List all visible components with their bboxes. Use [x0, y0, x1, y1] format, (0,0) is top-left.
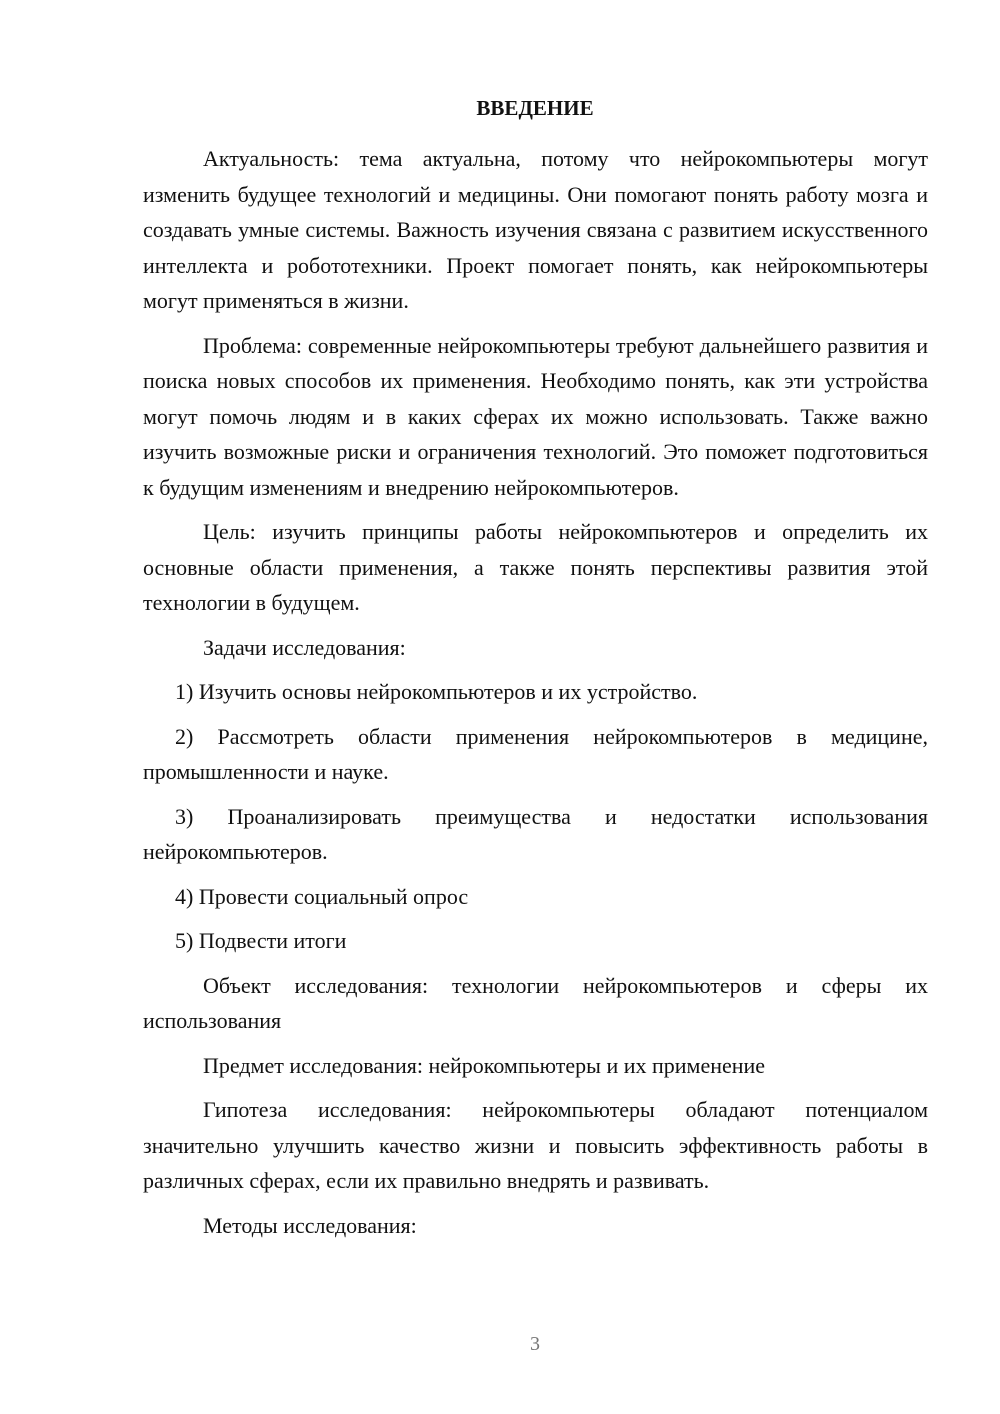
methods-paragraph: Методы исследования: [203, 1212, 417, 1238]
relevance-paragraph: Актуальность: тема актуальна, потому что нейрокомпьютеры могут изменить будущее технологий и медицины. Они помогают понять работу мозга и создавать умные системы. Важность изучения связана с развитием искусственного интеллекта и робототехники. Проект помогает понять, как нейрокомпьютеры могут применяться в жизни. [143, 146, 928, 313]
task-item-5: 5) Подвести итоги [175, 928, 347, 953]
object-paragraph: Объект исследования: технологии нейрокомпьютеров и сферы их использования [143, 972, 928, 1033]
tasks-heading: Задачи исследования: [203, 634, 406, 660]
problem-paragraph: Проблема: современные нейрокомпьютеры требуют дальнейшего развития и поиска новых способов их применения. Необходимо понять, как эти устройства могут помочь людям и в каких сферах их можно использовать. Также важно изучить возможные риски и ограничения технологий. Это поможет подготовиться к будущим изменениям и внедрению нейрокомпьютеров. [143, 332, 928, 500]
subject-paragraph: Предмет исследования: нейрокомпьютеры и их применение [203, 1052, 766, 1078]
task-item-3: 3) Проанализировать преимущества и недостатки использования нейрокомпьютеров. [143, 803, 928, 864]
task-item-2: 2) Рассмотреть области применения нейрокомпьютеров в медицине, промышленности и науке. [143, 723, 928, 784]
task-item-1: 1) Изучить основы нейрокомпьютеров и их устройство. [175, 679, 698, 704]
page-number: 3 [530, 1333, 540, 1355]
goal-paragraph: Цель: изучить принципы работы нейрокомпьютеров и определить их основные области применения, а также понять перспективы развития этой технологии в будущем. [143, 519, 928, 615]
page-title: ВВЕДЕНИЕ [476, 96, 594, 120]
hypothesis-paragraph: Гипотеза исследования: нейрокомпьютеры обладают потенциалом значительно улучшить качество жизни и повысить эффективность работы в различных сферах, если их правильно внедрять и развивать. [143, 1097, 928, 1193]
task-item-4: 4) Провести социальный опрос [175, 883, 469, 909]
document-body [143, 141, 928, 1243]
